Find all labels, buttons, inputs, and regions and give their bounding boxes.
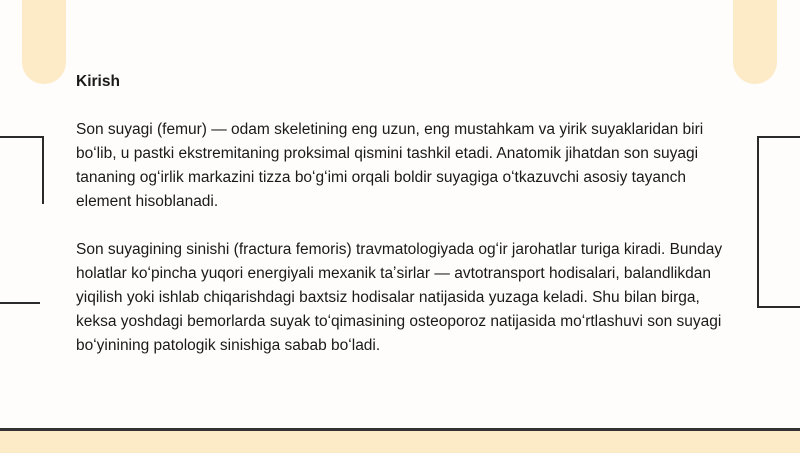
footer-bar: [0, 428, 800, 453]
decorative-line-left: [0, 302, 40, 304]
paragraph-2: Son suyagining sinishi (fractura femoris) travmatologiyada ogʻir jarohatlar turiga kiradi. Bunday holatlar koʻpincha yuqori energiyali mexanik taʼsirlar — avtotransport hodisalari, balandlikdan yiqilish yoki ishlab chiqarishdagi baxtsiz hodisalar natijasida yuzaga keladi. Shu bilan birga, keksa yoshdagi bemorlarda suyak toʻqimasining osteoporoz natijasida moʻrtlashuvi son suyagi boʻyinining patologik sinishiga sabab boʻladi.: [76, 241, 723, 354]
decorative-bracket-left: [0, 136, 44, 204]
decorative-tab-left: [22, 0, 66, 84]
section-heading: Kirish: [76, 73, 120, 90]
paragraph-1: Son suyagi (femur) — odam skeletining eng uzun, eng mustahkam va yirik suyaklaridan biri boʻlib, u pastki ekstremitaning proksimal qismini tashkil etadi. Anatomik jihatdan son suyagi tananing ogʻirlik markazini tizza boʻgʻimi orqali boldir suyagiga oʻtkazuvchi asosiy tayanch element hisoblanadi.: [76, 121, 704, 210]
document-content: [76, 70, 736, 382]
decorative-tab-right: [733, 0, 777, 84]
decorative-bracket-right: [757, 136, 800, 308]
